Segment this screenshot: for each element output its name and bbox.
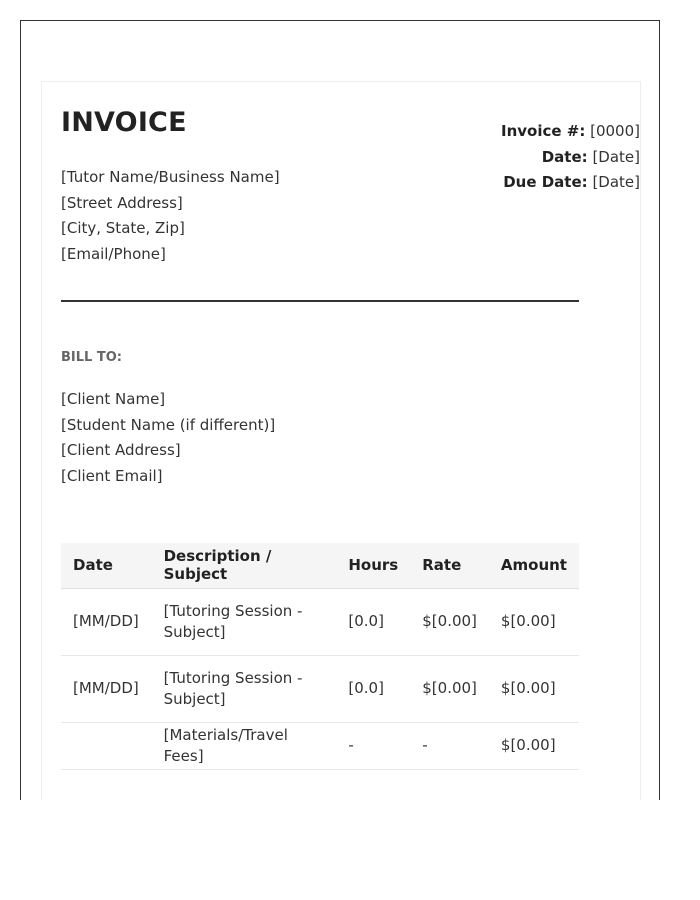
header-divider	[61, 300, 579, 302]
line-items-table	[61, 543, 579, 770]
table-row	[61, 722, 579, 769]
invoice-title: INVOICE	[61, 107, 187, 138]
student-name: [Student Name (if different)]	[61, 415, 276, 434]
column-header-description: Description / Subject	[152, 543, 337, 588]
column-header-date: Date	[61, 543, 152, 588]
invoice-meta-block	[501, 119, 640, 196]
invoice-date-value: [Date]	[592, 147, 640, 166]
table-row	[61, 588, 579, 655]
bill-to-block	[61, 387, 275, 489]
sender-address-block	[61, 165, 280, 267]
invoice-number-label: Invoice #:	[500, 122, 586, 140]
invoice-due-label: Due Date:	[503, 173, 588, 191]
column-header-hours: Hours	[336, 543, 410, 588]
cell-date	[61, 722, 152, 769]
column-header-amount: Amount	[489, 543, 579, 588]
cell-hours: [0.0]	[336, 655, 410, 722]
bill-to-label: BILL TO:	[61, 350, 122, 365]
cell-rate: $[0.00]	[410, 588, 489, 655]
invoice-number-value: [0000]	[590, 122, 640, 140]
cell-description: [Tutoring Session - Subject]	[152, 588, 337, 655]
cell-hours: -	[336, 722, 410, 769]
sender-name: [Tutor Name/Business Name]	[61, 168, 280, 186]
invoice-date-label: Date:	[541, 147, 588, 166]
sender-contact: [Email/Phone]	[61, 244, 166, 263]
table-header-row	[61, 543, 579, 588]
sender-street: [Street Address]	[61, 193, 183, 212]
cell-amount: $[0.00]	[489, 655, 579, 722]
cell-date: [MM/DD]	[61, 655, 152, 722]
cell-description: [Materials/Travel Fees]	[152, 722, 337, 769]
cell-amount: $[0.00]	[489, 588, 579, 655]
cell-date: [MM/DD]	[61, 588, 152, 655]
invoice-number-row	[501, 119, 640, 145]
invoice-due-row	[501, 170, 640, 196]
client-email: [Client Email]	[61, 466, 163, 485]
invoice-date-row	[501, 145, 640, 171]
invoice-due-value: [Date]	[592, 173, 640, 191]
client-name: [Client Name]	[61, 390, 166, 408]
cell-hours: [0.0]	[336, 588, 410, 655]
cell-amount: $[0.00]	[489, 722, 579, 769]
table-row	[61, 655, 579, 722]
client-address: [Client Address]	[61, 441, 181, 459]
cell-rate: $[0.00]	[410, 655, 489, 722]
sender-city: [City, State, Zip]	[61, 219, 185, 237]
column-header-rate: Rate	[410, 543, 489, 588]
cell-rate: -	[410, 722, 489, 769]
cell-description: [Tutoring Session - Subject]	[152, 655, 337, 722]
